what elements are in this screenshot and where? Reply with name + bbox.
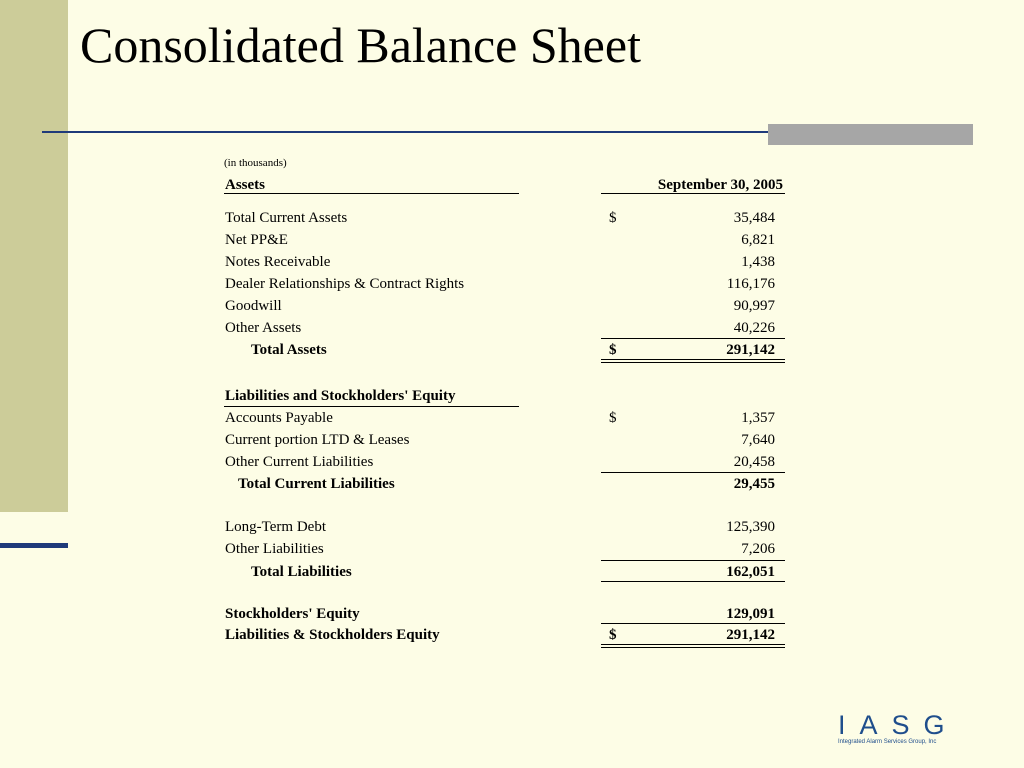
total-liabilities-value: 162,051: [726, 564, 775, 580]
logo-subtitle: Integrated Alarm Services Group, Inc: [838, 739, 937, 745]
units-note: (in thousands): [224, 157, 287, 169]
liability-label-long-term-debt: Long-Term Debt: [225, 519, 327, 535]
asset-value-total-current-assets: 35,484: [733, 210, 775, 226]
liability-value-long-term-debt: 125,390: [726, 519, 775, 535]
total-assets-double-underline: [601, 359, 785, 363]
date-header: September 30, 2005: [657, 177, 783, 193]
asset-value-notes-receivable: 1,438: [741, 254, 775, 270]
total-liabilities-equity-label: Liabilities & Stockholders Equity: [225, 627, 440, 643]
subtotal-line: [601, 472, 785, 473]
asset-currency: $: [609, 210, 617, 226]
stockholders-equity-value: 129,091: [726, 606, 775, 622]
liability-label-other-current: Other Current Liabilities: [225, 454, 374, 470]
total-assets-label: Total Assets: [251, 342, 327, 358]
liability-value-other-liabilities: 7,206: [741, 541, 775, 557]
asset-value-net-ppe: 6,821: [741, 232, 775, 248]
total-current-liabilities-label: Total Current Liabilities: [238, 476, 395, 492]
logo-wordmark: IASG: [838, 710, 959, 740]
asset-label-net-ppe: Net PP&E: [225, 232, 288, 248]
liability-value-other-current: 20,458: [733, 454, 775, 470]
total-liabilities-equity-currency: $: [609, 627, 617, 643]
total-liabilities-equity-value: 291,142: [726, 627, 775, 643]
assets-header-underline: [224, 193, 519, 194]
date-header-underline: [601, 193, 785, 194]
liability-currency: $: [609, 410, 617, 426]
total-assets-currency: $: [609, 342, 617, 358]
asset-label-other-assets: Other Assets: [225, 320, 302, 336]
liability-label-current-ltd: Current portion LTD & Leases: [225, 432, 410, 448]
liability-label-other-liabilities: Other Liabilities: [225, 541, 324, 557]
asset-label-total-current-assets: Total Current Assets: [225, 210, 348, 226]
title-gray-block: [768, 124, 973, 145]
subtotal-line: [601, 560, 785, 561]
liability-label-accounts-payable: Accounts Payable: [225, 410, 333, 426]
asset-value-other-assets: 40,226: [733, 320, 775, 336]
subtotal-line: [601, 623, 785, 624]
asset-label-dealer-relationships: Dealer Relationships & Contract Rights: [225, 276, 465, 292]
slide-title: Consolidated Balance Sheet: [80, 17, 641, 73]
asset-value-goodwill: 90,997: [733, 298, 775, 314]
total-assets-value: 291,142: [726, 342, 775, 358]
stockholders-equity-label: Stockholders' Equity: [225, 606, 360, 622]
total-liabilities-label: Total Liabilities: [251, 564, 352, 580]
asset-label-notes-receivable: Notes Receivable: [225, 254, 331, 270]
asset-label-goodwill: Goodwill: [225, 298, 282, 314]
company-logo: [836, 712, 958, 746]
total-liabilities-underline: [601, 581, 785, 582]
left-decorative-bar: [0, 0, 68, 512]
total-current-liabilities-value: 29,455: [733, 476, 775, 492]
left-accent-line: [0, 543, 68, 548]
liability-value-accounts-payable: 1,357: [741, 410, 775, 426]
liabilities-header-underline: [224, 406, 519, 407]
liability-value-current-ltd: 7,640: [741, 432, 775, 448]
subtotal-line: [601, 338, 785, 339]
liabilities-header: Liabilities and Stockholders' Equity: [225, 388, 456, 404]
assets-header: Assets: [225, 177, 265, 193]
asset-value-dealer-relationships: 116,176: [726, 276, 775, 292]
total-liabilities-equity-double-underline: [601, 644, 785, 648]
